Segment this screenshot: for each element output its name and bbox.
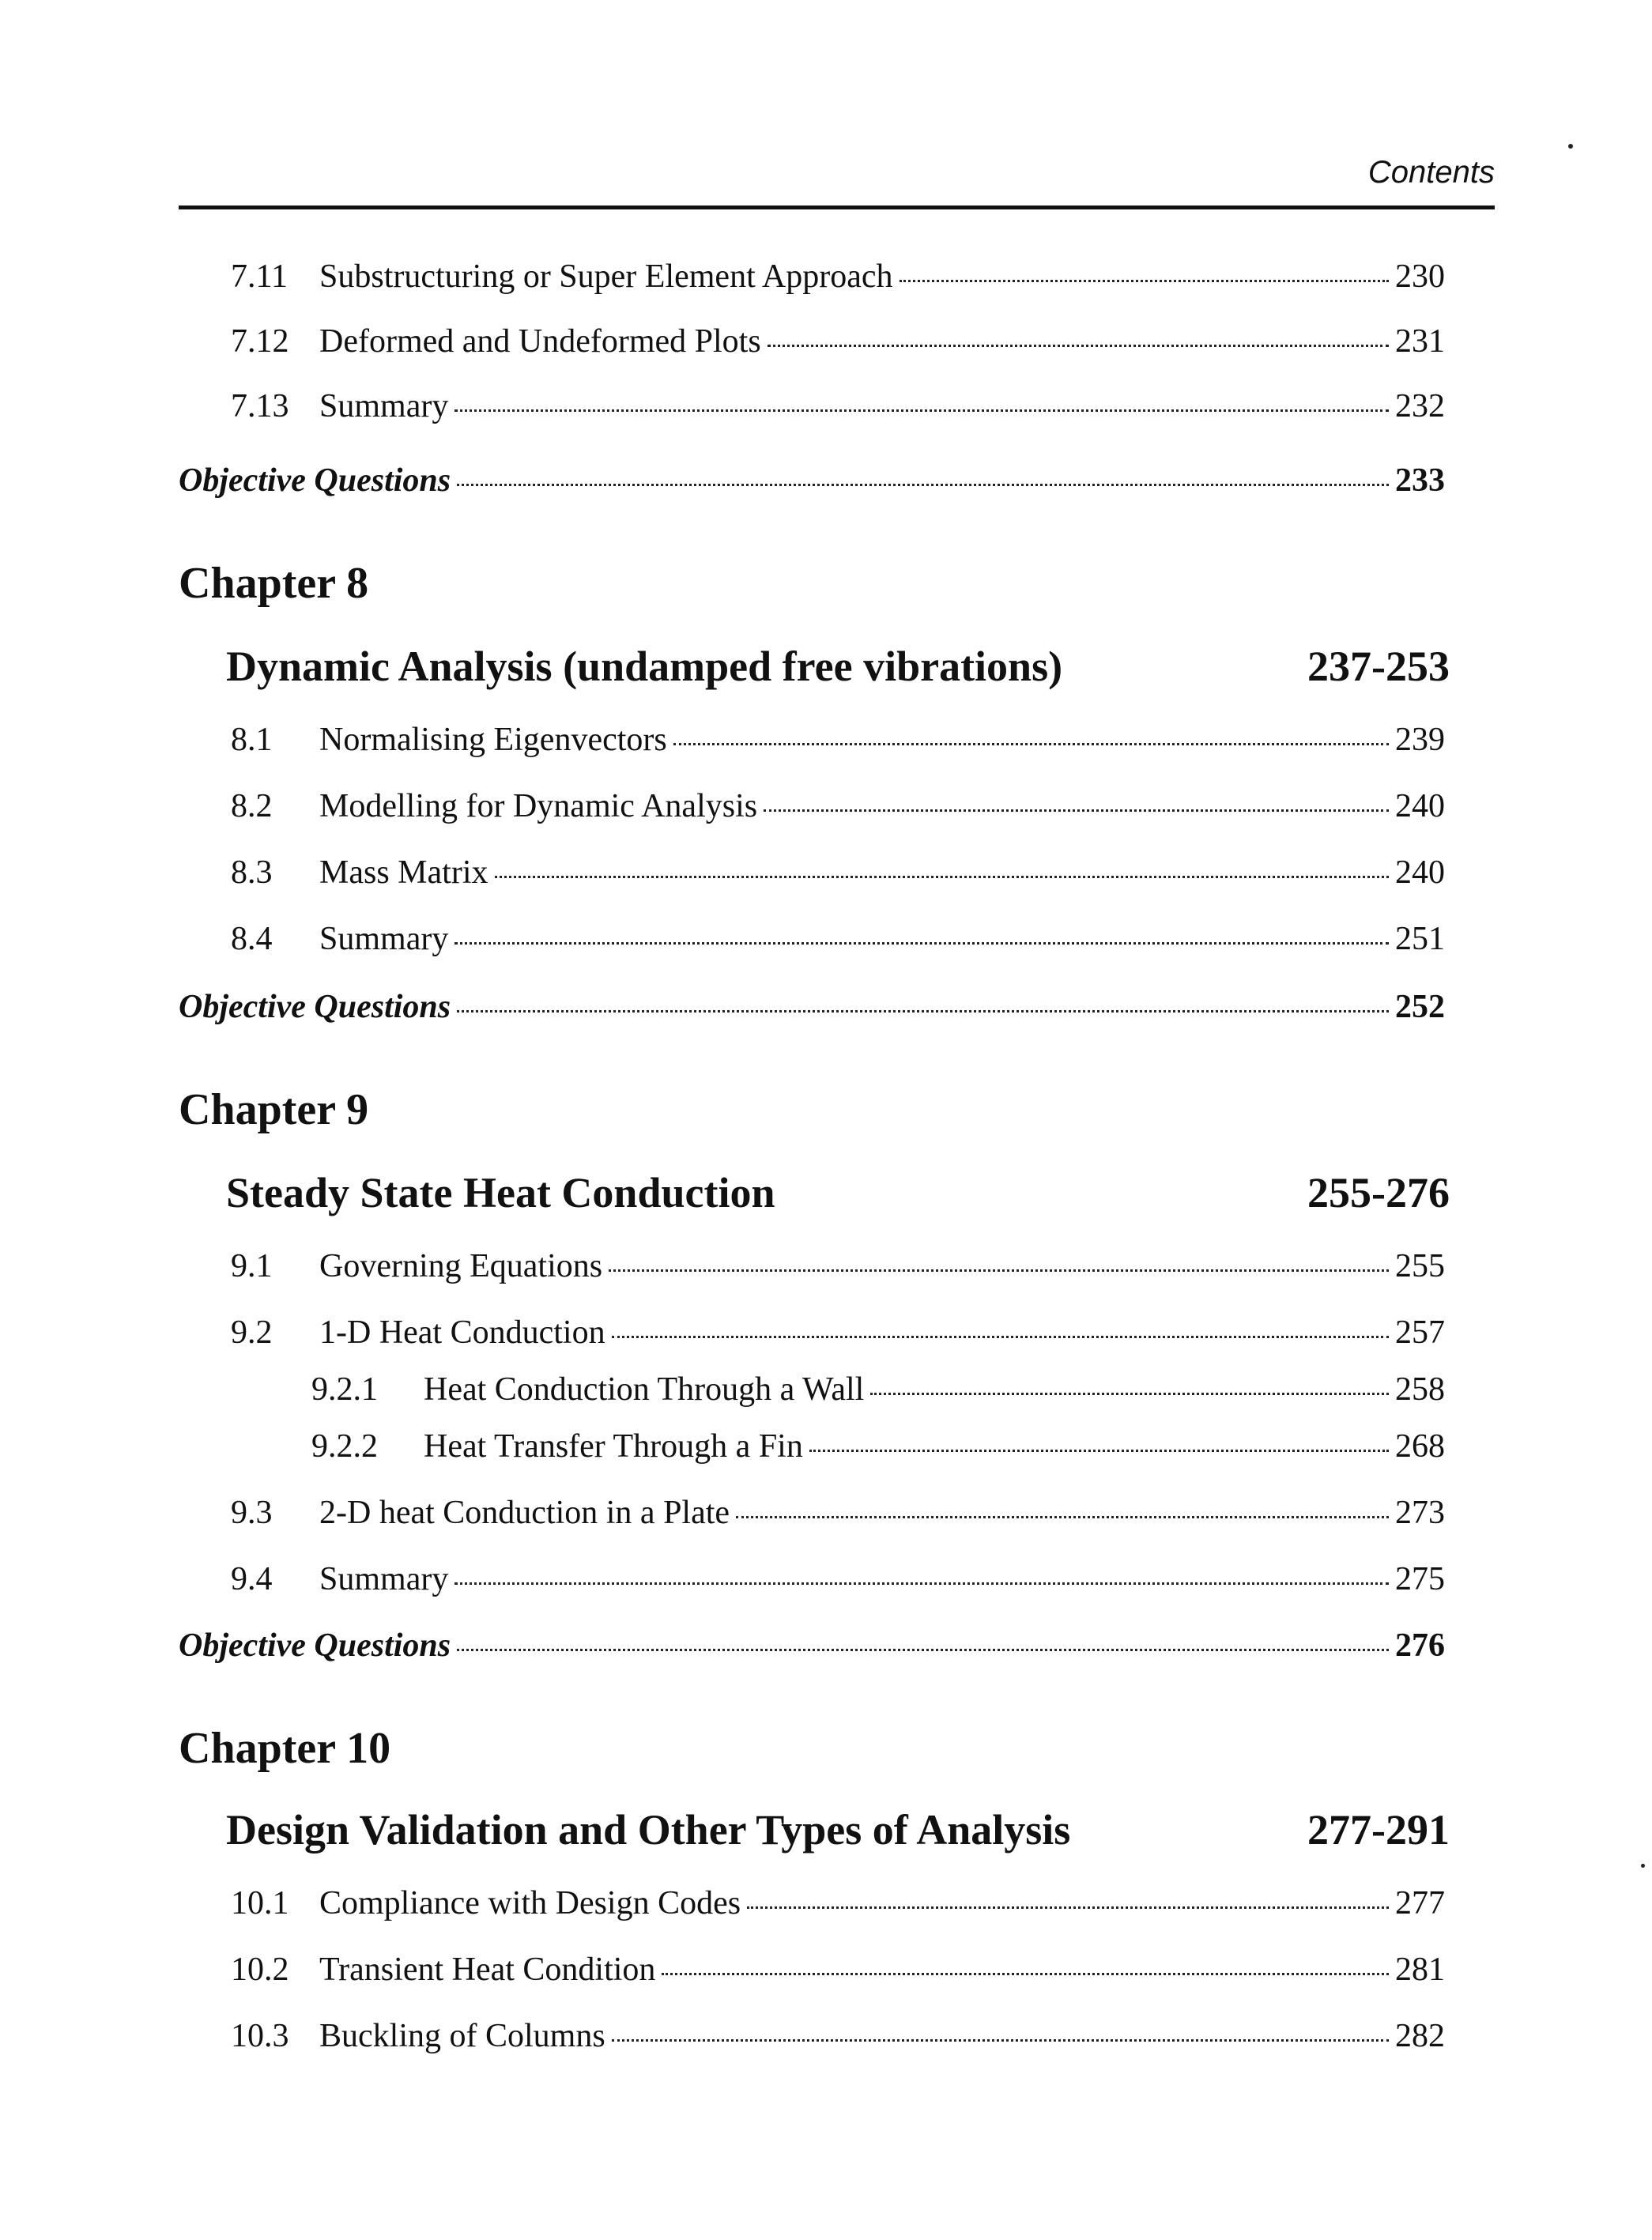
section-title: Summary [319,921,449,957]
section-number: 8.2 [231,788,273,824]
toc-entry[interactable] [231,1314,1445,1352]
toc-entry[interactable] [231,920,1445,958]
section-number: 10.3 [231,2018,289,2054]
page-number: 277 [1395,1885,1445,1921]
section-number: 10.1 [231,1885,289,1921]
chapter-page-range: 237-253 [1307,643,1450,690]
chapter-title: Steady State Heat Conduction [226,1169,775,1216]
chapter-title: Design Validation and Other Types of Analysis [226,1806,1071,1853]
page-number: 239 [1395,722,1445,758]
dot-leader [457,1649,1389,1651]
section-number: 8.3 [231,854,273,891]
objective-questions-entry[interactable] [179,988,1445,1026]
subsection-title: Heat Conduction Through a Wall [424,1371,865,1408]
toc-entry[interactable] [231,854,1445,892]
dot-leader [612,2039,1389,2042]
section-title: 2-D heat Conduction in a Plate [319,1495,730,1531]
chapter-page-range: 277-291 [1307,1806,1450,1853]
chapter-heading[interactable] [226,1168,1450,1217]
section-number: 7.13 [231,388,289,424]
objective-questions-entry[interactable] [179,1627,1445,1665]
section-number: 9.1 [231,1248,273,1284]
dot-leader [662,1973,1389,1975]
section-number: 9.4 [231,1561,273,1597]
toc-entry[interactable] [231,387,1445,425]
section-number: 9.3 [231,1495,273,1531]
section-title: Transient Heat Condition [319,1952,656,1988]
objective-questions-label: Objective Questions [179,1627,451,1664]
section-number: 7.11 [231,258,288,295]
page-number: 240 [1395,854,1445,891]
section-title: Normalising Eigenvectors [319,722,667,758]
dot-leader [454,409,1389,412]
section-title: Substructuring or Super Element Approach [319,258,893,295]
dot-leader [454,1582,1389,1585]
chapter-heading[interactable] [226,1805,1450,1854]
section-title: Buckling of Columns [319,2018,605,2054]
dot-leader [609,1269,1389,1272]
page-number: 257 [1395,1314,1445,1351]
toc-entry[interactable] [231,322,1445,360]
section-title: Governing Equations [319,1248,603,1284]
page-number: 240 [1395,788,1445,824]
chapter-label: Chapter 9 [179,1085,369,1134]
page-number: 230 [1395,258,1445,295]
page-number: 252 [1395,989,1445,1025]
dot-leader [673,743,1389,745]
dot-leader [495,876,1390,878]
page-number: 275 [1395,1561,1445,1597]
subsection-title: Heat Transfer Through a Fin [424,1428,803,1465]
dot-leader [457,1010,1389,1013]
objective-questions-entry[interactable] [179,462,1445,500]
running-head-title: Contents [1367,155,1495,190]
page-number: 282 [1395,2018,1445,2054]
dot-leader [768,345,1389,347]
section-title: Compliance with Design Codes [319,1885,741,1921]
section-title: Mass Matrix [319,854,488,891]
toc-entry[interactable] [231,1951,1445,1989]
dot-leader [454,942,1389,945]
dot-leader [747,1906,1389,1909]
objective-questions-label: Objective Questions [179,462,451,499]
dot-leader [457,484,1389,486]
dot-leader [764,809,1389,812]
page-number: 233 [1395,462,1445,499]
page-number: 232 [1395,388,1445,424]
section-title: Deformed and Undeformed Plots [319,323,761,360]
section-number: 10.2 [231,1952,289,1988]
page-number: 258 [1395,1371,1445,1408]
toc-entry[interactable] [231,1494,1445,1532]
subsection-number: 9.2.2 [311,1428,378,1465]
section-number: 7.12 [231,323,289,360]
page-number: 255 [1395,1248,1445,1284]
dot-leader [736,1516,1389,1518]
dot-leader [809,1450,1389,1452]
dot-leader [870,1393,1389,1395]
section-title: Summary [319,1561,449,1597]
scan-speck [1641,1864,1645,1868]
toc-entry[interactable] [231,1884,1445,1922]
section-title: Summary [319,388,449,424]
toc-entry[interactable] [231,2017,1445,2055]
toc-subentry[interactable] [311,1427,1445,1465]
chapter-heading[interactable] [226,642,1450,691]
scan-speck [1568,144,1573,149]
chapter-label: Chapter 8 [179,559,369,608]
chapter-page-range: 255-276 [1307,1169,1450,1216]
toc-entry[interactable] [231,258,1445,296]
objective-questions-label: Objective Questions [179,989,451,1025]
page-number: 268 [1395,1428,1445,1465]
page-number: 251 [1395,921,1445,957]
running-head [179,155,1495,209]
section-title: Modelling for Dynamic Analysis [319,788,758,824]
dot-leader [612,1336,1389,1338]
section-number: 8.1 [231,722,273,758]
subsection-number: 9.2.1 [311,1371,378,1408]
dot-leader [900,280,1389,282]
page-number: 231 [1395,323,1445,360]
section-number: 8.4 [231,921,273,957]
toc-subentry[interactable] [311,1371,1445,1408]
toc-entry[interactable] [231,1560,1445,1598]
page-number: 273 [1395,1495,1445,1531]
toc-entry[interactable] [231,721,1445,759]
page-number: 281 [1395,1952,1445,1988]
chapter-label: Chapter 10 [179,1724,391,1773]
chapter-title: Dynamic Analysis (undamped free vibrations) [226,643,1063,690]
toc-entry[interactable] [231,1247,1445,1285]
page-number: 276 [1395,1627,1445,1664]
section-number: 9.2 [231,1314,273,1351]
section-title: 1-D Heat Conduction [319,1314,605,1351]
toc-entry[interactable] [231,787,1445,825]
